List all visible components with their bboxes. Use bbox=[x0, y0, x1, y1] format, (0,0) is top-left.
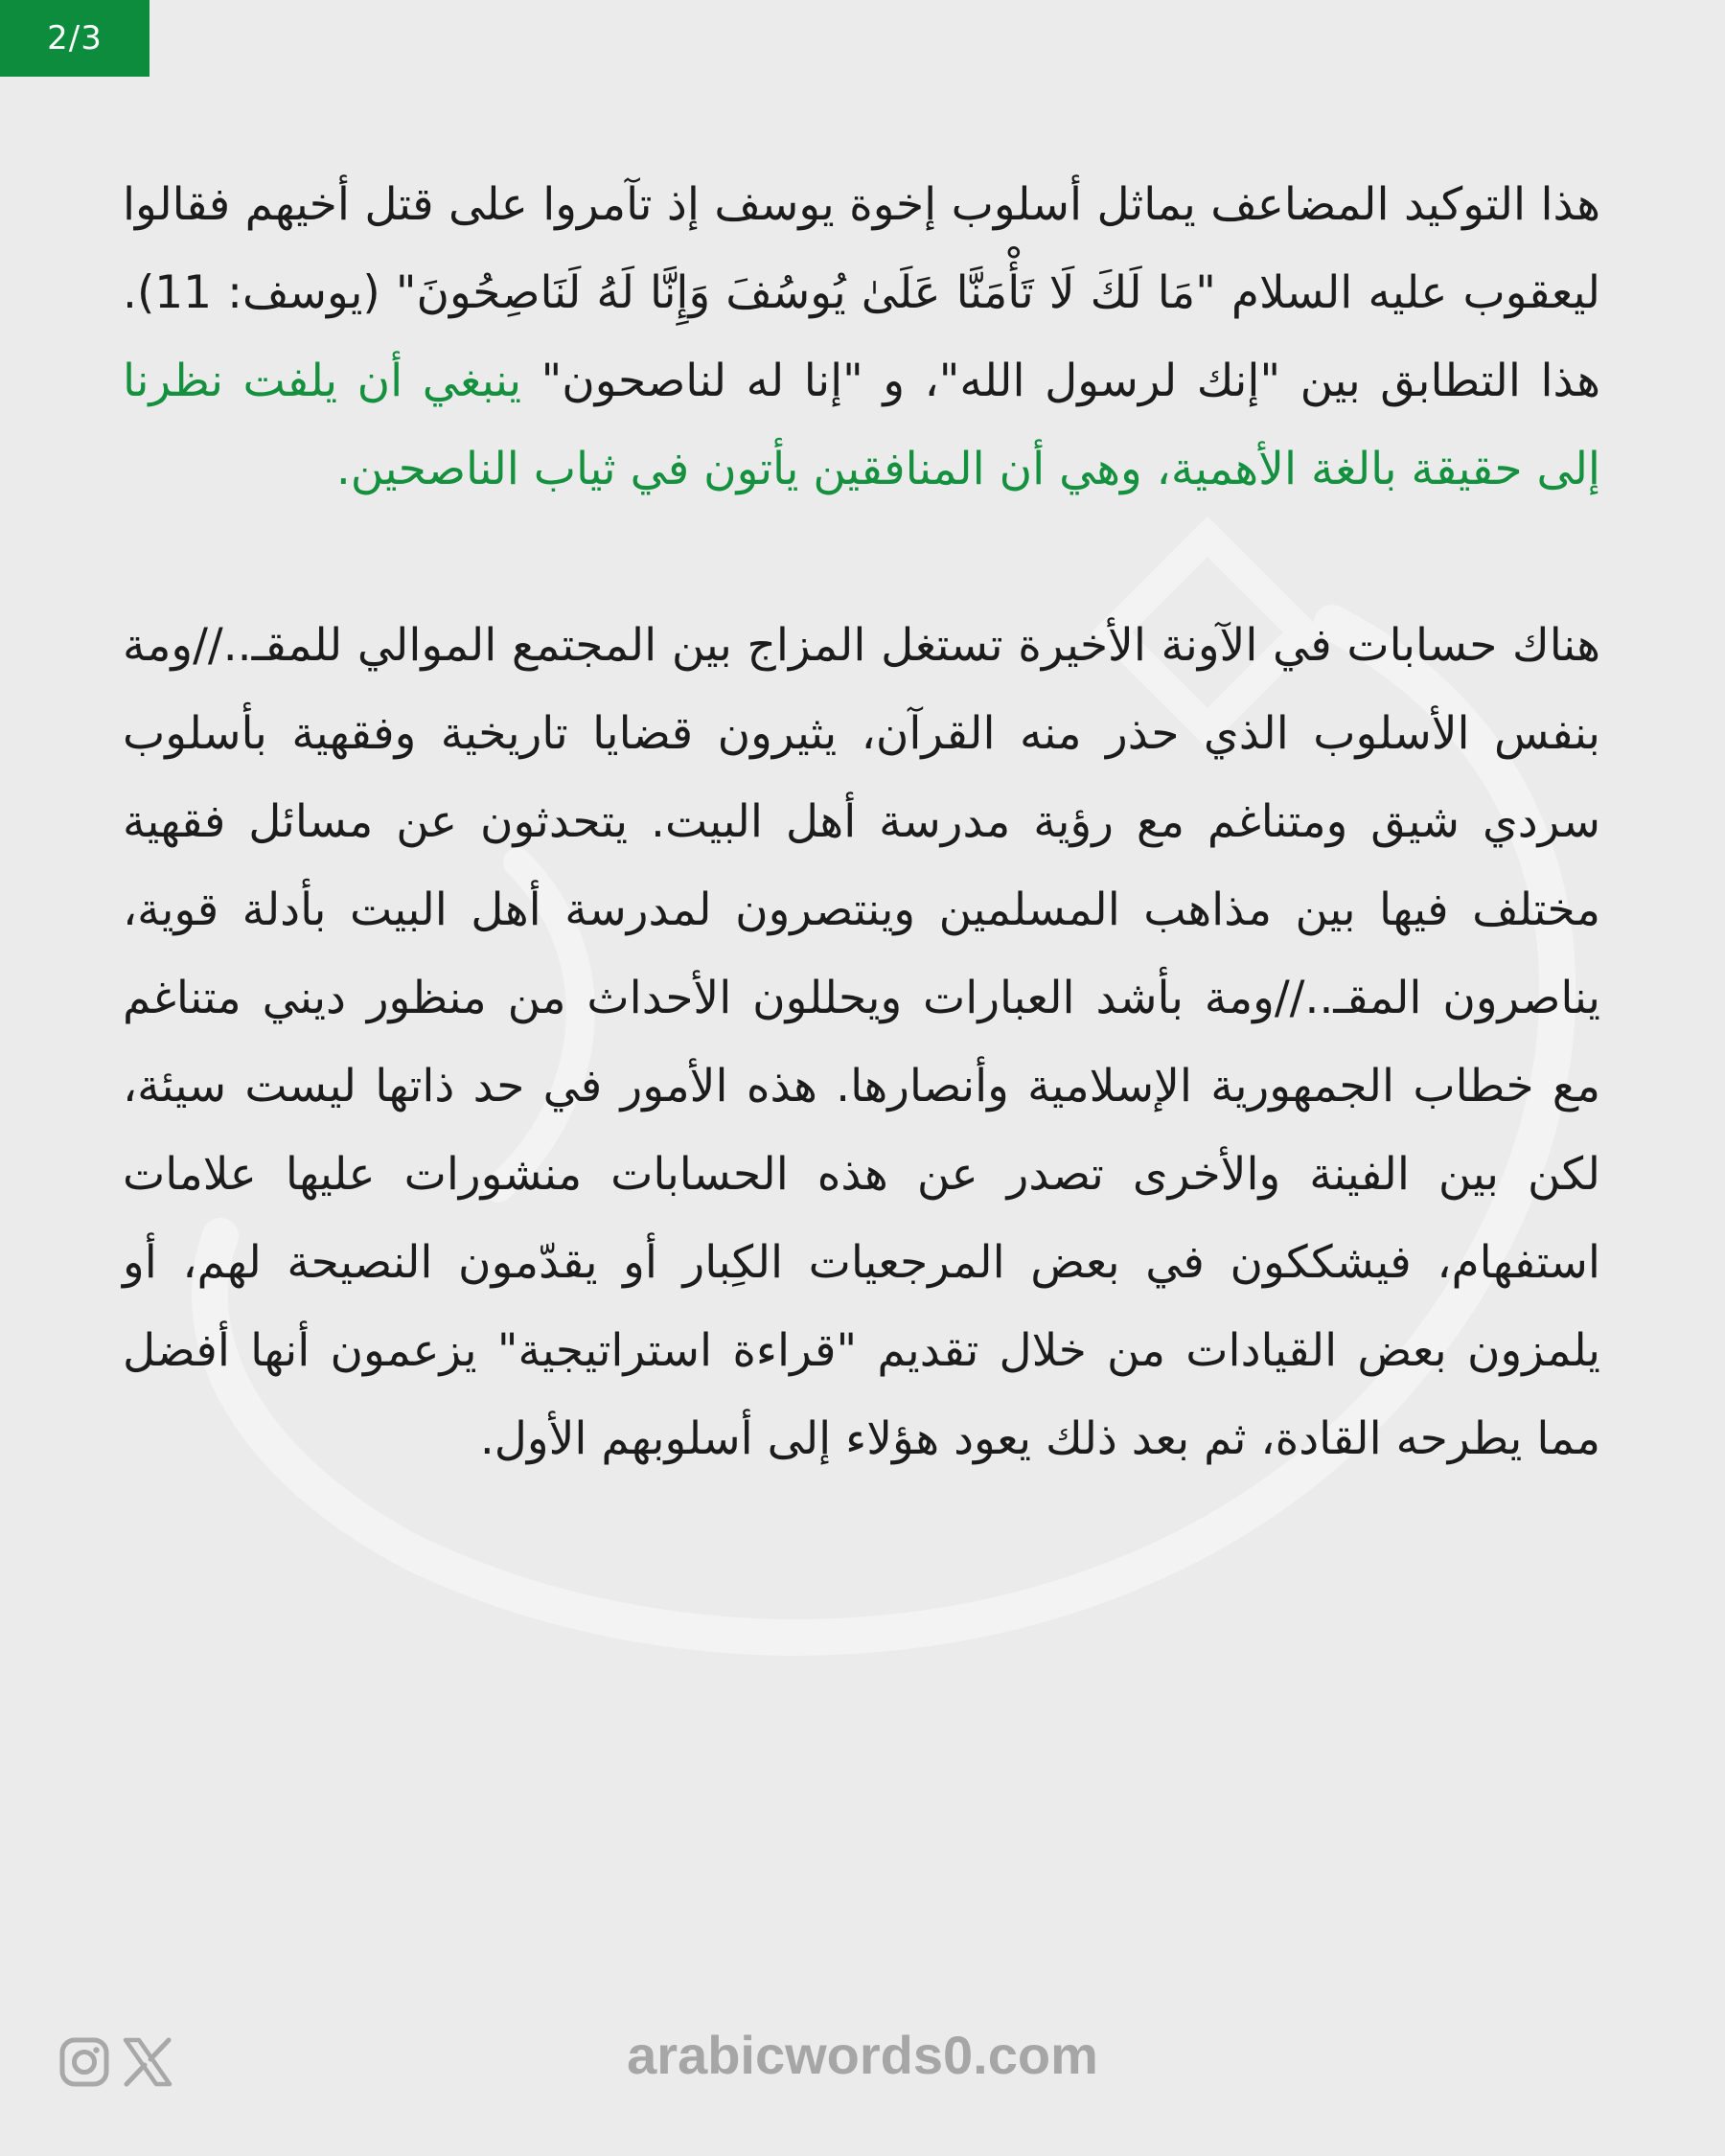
page-indicator-badge: 2/3 bbox=[0, 0, 150, 77]
article-body bbox=[123, 161, 1600, 1483]
paragraph-1 bbox=[123, 161, 1600, 514]
website-url[interactable]: arabicwords0.com bbox=[627, 2025, 1098, 2085]
highlighted-sentence: ينبغي أن يلفت نظرنا إلى حقيقة بالغة الأهمية، وهي أن المنافقين يأتون في ثياب الناصحين. bbox=[123, 355, 1600, 495]
paragraph-1-text: هذا التوكيد المضاعف يماثل أسلوب إخوة يوسف إذ تآمروا على قتل أخيهم فقالوا ليعقوب عليه السلام "مَا لَكَ لَا تَأْمَنَّا عَلَىٰ يُوسُفَ وَإِنَّا لَهُ لَنَاصِحُونَ" (يوسف: 11). هذا التطابق بين "إنك لرسول الله"، و "إنا له لناصحون" bbox=[123, 178, 1600, 407]
paragraph-2: هناك حسابات في الآونة الأخيرة تستغل المزاج بين المجتمع الموالي للمقـ..//ومة بنفس الأسلوب الذي حذر منه القرآن، يثيرون قضايا تاريخية وفقهية بأسلوب سردي شيق ومتناغم مع رؤية مدرسة أهل البيت. يتحدثون عن مسائل فقهية مختلف فيها بين مذاهب المسلمين وينتصرون لمدرسة أهل البيت بأدلة قوية، يناصرون المقـ..//ومة بأشد العبارات ويحللون الأحداث من منظور ديني متناغم مع خطاب الجمهورية الإسلامية وأنصارها. هذه الأمور في حد ذاتها ليست سيئة، لكن بين الفينة والأخرى تصدر عن هذه الحسابات منشورات عليها علامات استفهام، فيشككون في بعض المرجعيات الكِبار أو يقدّمون النصيحة لهم، أو يلمزون بعض القيادات من خلال تقديم "قراءة استراتيجية" يزعمون أنها أفضل مما يطرحه القادة، ثم بعد ذلك يعود هؤلاء إلى أسلوبهم الأول. bbox=[123, 619, 1600, 1465]
